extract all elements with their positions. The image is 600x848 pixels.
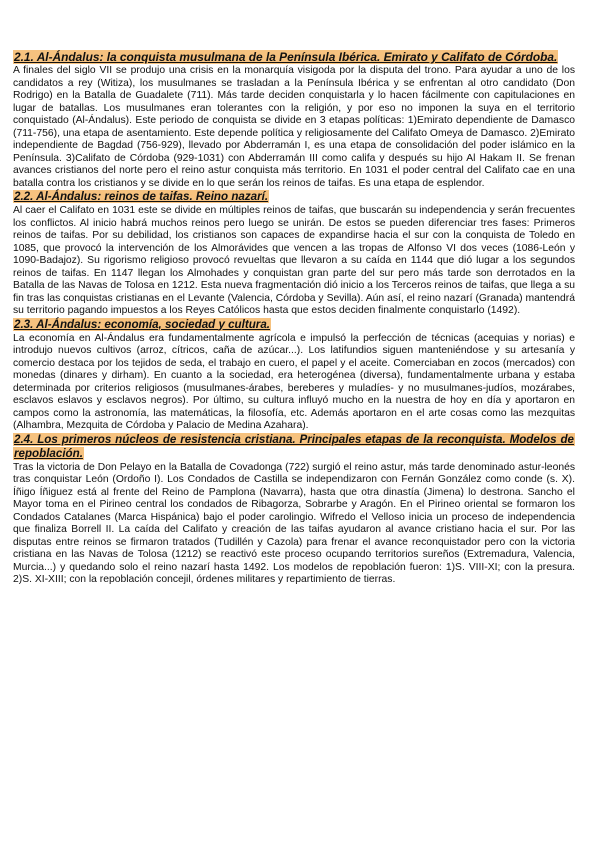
heading-highlight: 2.2. Al-Ándalus: reinos de taifas. Reino nazarí. — [14, 190, 269, 203]
section-heading — [13, 190, 575, 204]
section-resistencia-cristiana — [13, 433, 575, 587]
document-page — [13, 50, 575, 587]
heading-highlight: 2.4. Los primeros núcleos de resistencia cristiana. Principales etapas de la reconquista. Modelos de repoblación. — [14, 432, 574, 460]
section-body: A finales del siglo VII se produjo una crisis en la monarquía visigoda por la disputa del trono. Para ayudar a uno de los candidatos a rey (Witiza), los musulmanes se trasladan a la Península Ibérica y se enfrentan al otro candidato (Don Rodrigo) en la Batalla de Guadalete (711). Más tarde deciden conquistarla y lo hacen fácilmente con capitulaciones en lugar de batallas. Los musulmanes eran tolerantes con la religión, y por eso no imponen la suya en el territorio conquistado (Al-Ándalus). Este periodo de conquista se divide en 3 etapas políticas: 1)Emirato dependiente de Damasco (711-756), una etapa de asentamiento. Este depende política y religiosamente del Califato Omeya de Damasco. 2)Emirato independiente de Bagdad (756-929), llevado por Abderramán I, es una etapa de consolidación del poder islámico en la Península. 3)Califato de Córdoba (929-1031) con Abderramán III como califa y después su hijo Al Hakam II. Se frenan avances cristianos del norte pero el reino astur conquista más territorio. En 1031 el poder central del Califato cae en una batalla contra los cristianos y se divide en lo que serán los reinos de taifas. Es una etapa de esplendor. — [13, 65, 575, 189]
heading-highlight: 2.3. Al-Ándalus: economía, sociedad y cultura. — [14, 317, 270, 331]
section-al-andalus-conquista — [13, 50, 575, 190]
section-reinos-de-taifas — [13, 190, 575, 318]
section-body: Tras la victoria de Don Pelayo en la Batalla de Covadonga (722) surgió el reino astur, más tarde denominado astur-leonés tras conquistar León (Ordoño I). Los Condados de Castilla se independizaron con Fernán González como conde (s. X). Íñigo Íñiguez está al frente del Reino de Pamplona (Navarra), hasta que otra dinastía (Jimena) lo destrona. Sancho el Mayor toma en el Pirineo central los condados de Ribagorza, Sobrarbe y Aragón. En el Pirineo oriental se formaron los Condados Catalanes (Marca Hispánica) bajo el poder carolingio. Wifredo el Velloso inicia un proceso de independencia que finaliza Borrell II. La caída del Califato y creación de las taifas ayudaron al avance cristiano hacia el sur. Por las disputas entre reinos se firmaron tratados (Tudillén y Cazola) para frenar el avance reconquistador pero con la victoria cristiana en las Navas de Tolosa (1212) se reactivó este proceso ocupando territorios sureños (Extremadura, Valencia, Murcia...) y quedando solo el reino nazarí hasta 1492. Los modelos de repoblación fueron: 1)S. VIII-XI; con la presura. 2)S. XI-XIII; con la repoblación concejil, órdenes militares y repartimiento de tierras. — [13, 461, 575, 585]
section-heading — [13, 318, 575, 332]
section-body: Al caer el Califato en 1031 este se divide en múltiples reinos de taifas, que buscarán su independencia y serán frecuentes los conflictos. Al inicio habrá muchos reinos pero luego se unirán. De estos se pueden diferenciar tres fases: Primeros reinos de taifas. Por su debilidad, los cristianos son capaces de expandirse hacia el sur con la conquista de Toledo en 1085, que provocó la intervención de los Almorávides que vencen a las tropas de Alfonso VI dos veces (1086-León y 1090-Badajoz). Su rigorismo religioso provocó revueltas que llevaron a su caída en 1144 que dió lugar a los segundos reinos de taifas. En 1147 llegan los Almohades y conquistan gran parte del sur pero más tarde son derrotados en la Batalla de las Navas de Tolosa en 1212. Esta nueva fragmentación dió inicio a los Terceros reinos de taifas, que llega a su fin tras las conquistas cristianas en el Levante (Valencia, Córdoba y Sevilla). Aún así, el reino nazarí (Granada) mantendrá su territorio pagando impuestos a los Reyes Católicos hasta que estos deciden finalmente conquistarlo (1492). — [13, 205, 575, 316]
heading-highlight: 2.1. Al-Ándalus: la conquista musulmana de la Península Ibérica. Emirato y Califato de Córdoba. — [14, 50, 558, 64]
section-body: La economía en Al-Ándalus era fundamentalmente agrícola e impulsó la perfección de técnicas (acequias y norias) e introdujo nuevos cultivos (arroz, cítricos, caña de azúcar...). Los latifundios siguen manteniéndose y su artesanía y comercio destaca por los tejidos de seda, el trabajo en cuero, el papel y el aceite. Comerciaban en zocos (mercados) con monedas (dinares y dirham). En cuanto a la sociedad, era heterogénea (diversa), fundamentalmente urbana y estaba determinada por criterios religiosos (musulmanes-árabes, bereberes y muladíes- y no musulmanes-judíos, mozárabes, esclavos eslavos y esclavos negros). Por último, su cultura influyó mucho en la nuestra de hoy en día y aportaron en campos como la astronomía, las matemáticas, la filosofía, etc. Además aportaron en el arte cosas como las mezquitas (Alhambra, Mezquita de Córdoba y Palacio de Medina Azahara). — [13, 332, 575, 431]
section-heading — [13, 433, 575, 461]
section-economia-sociedad-cultura — [13, 318, 575, 433]
section-heading — [13, 50, 575, 64]
